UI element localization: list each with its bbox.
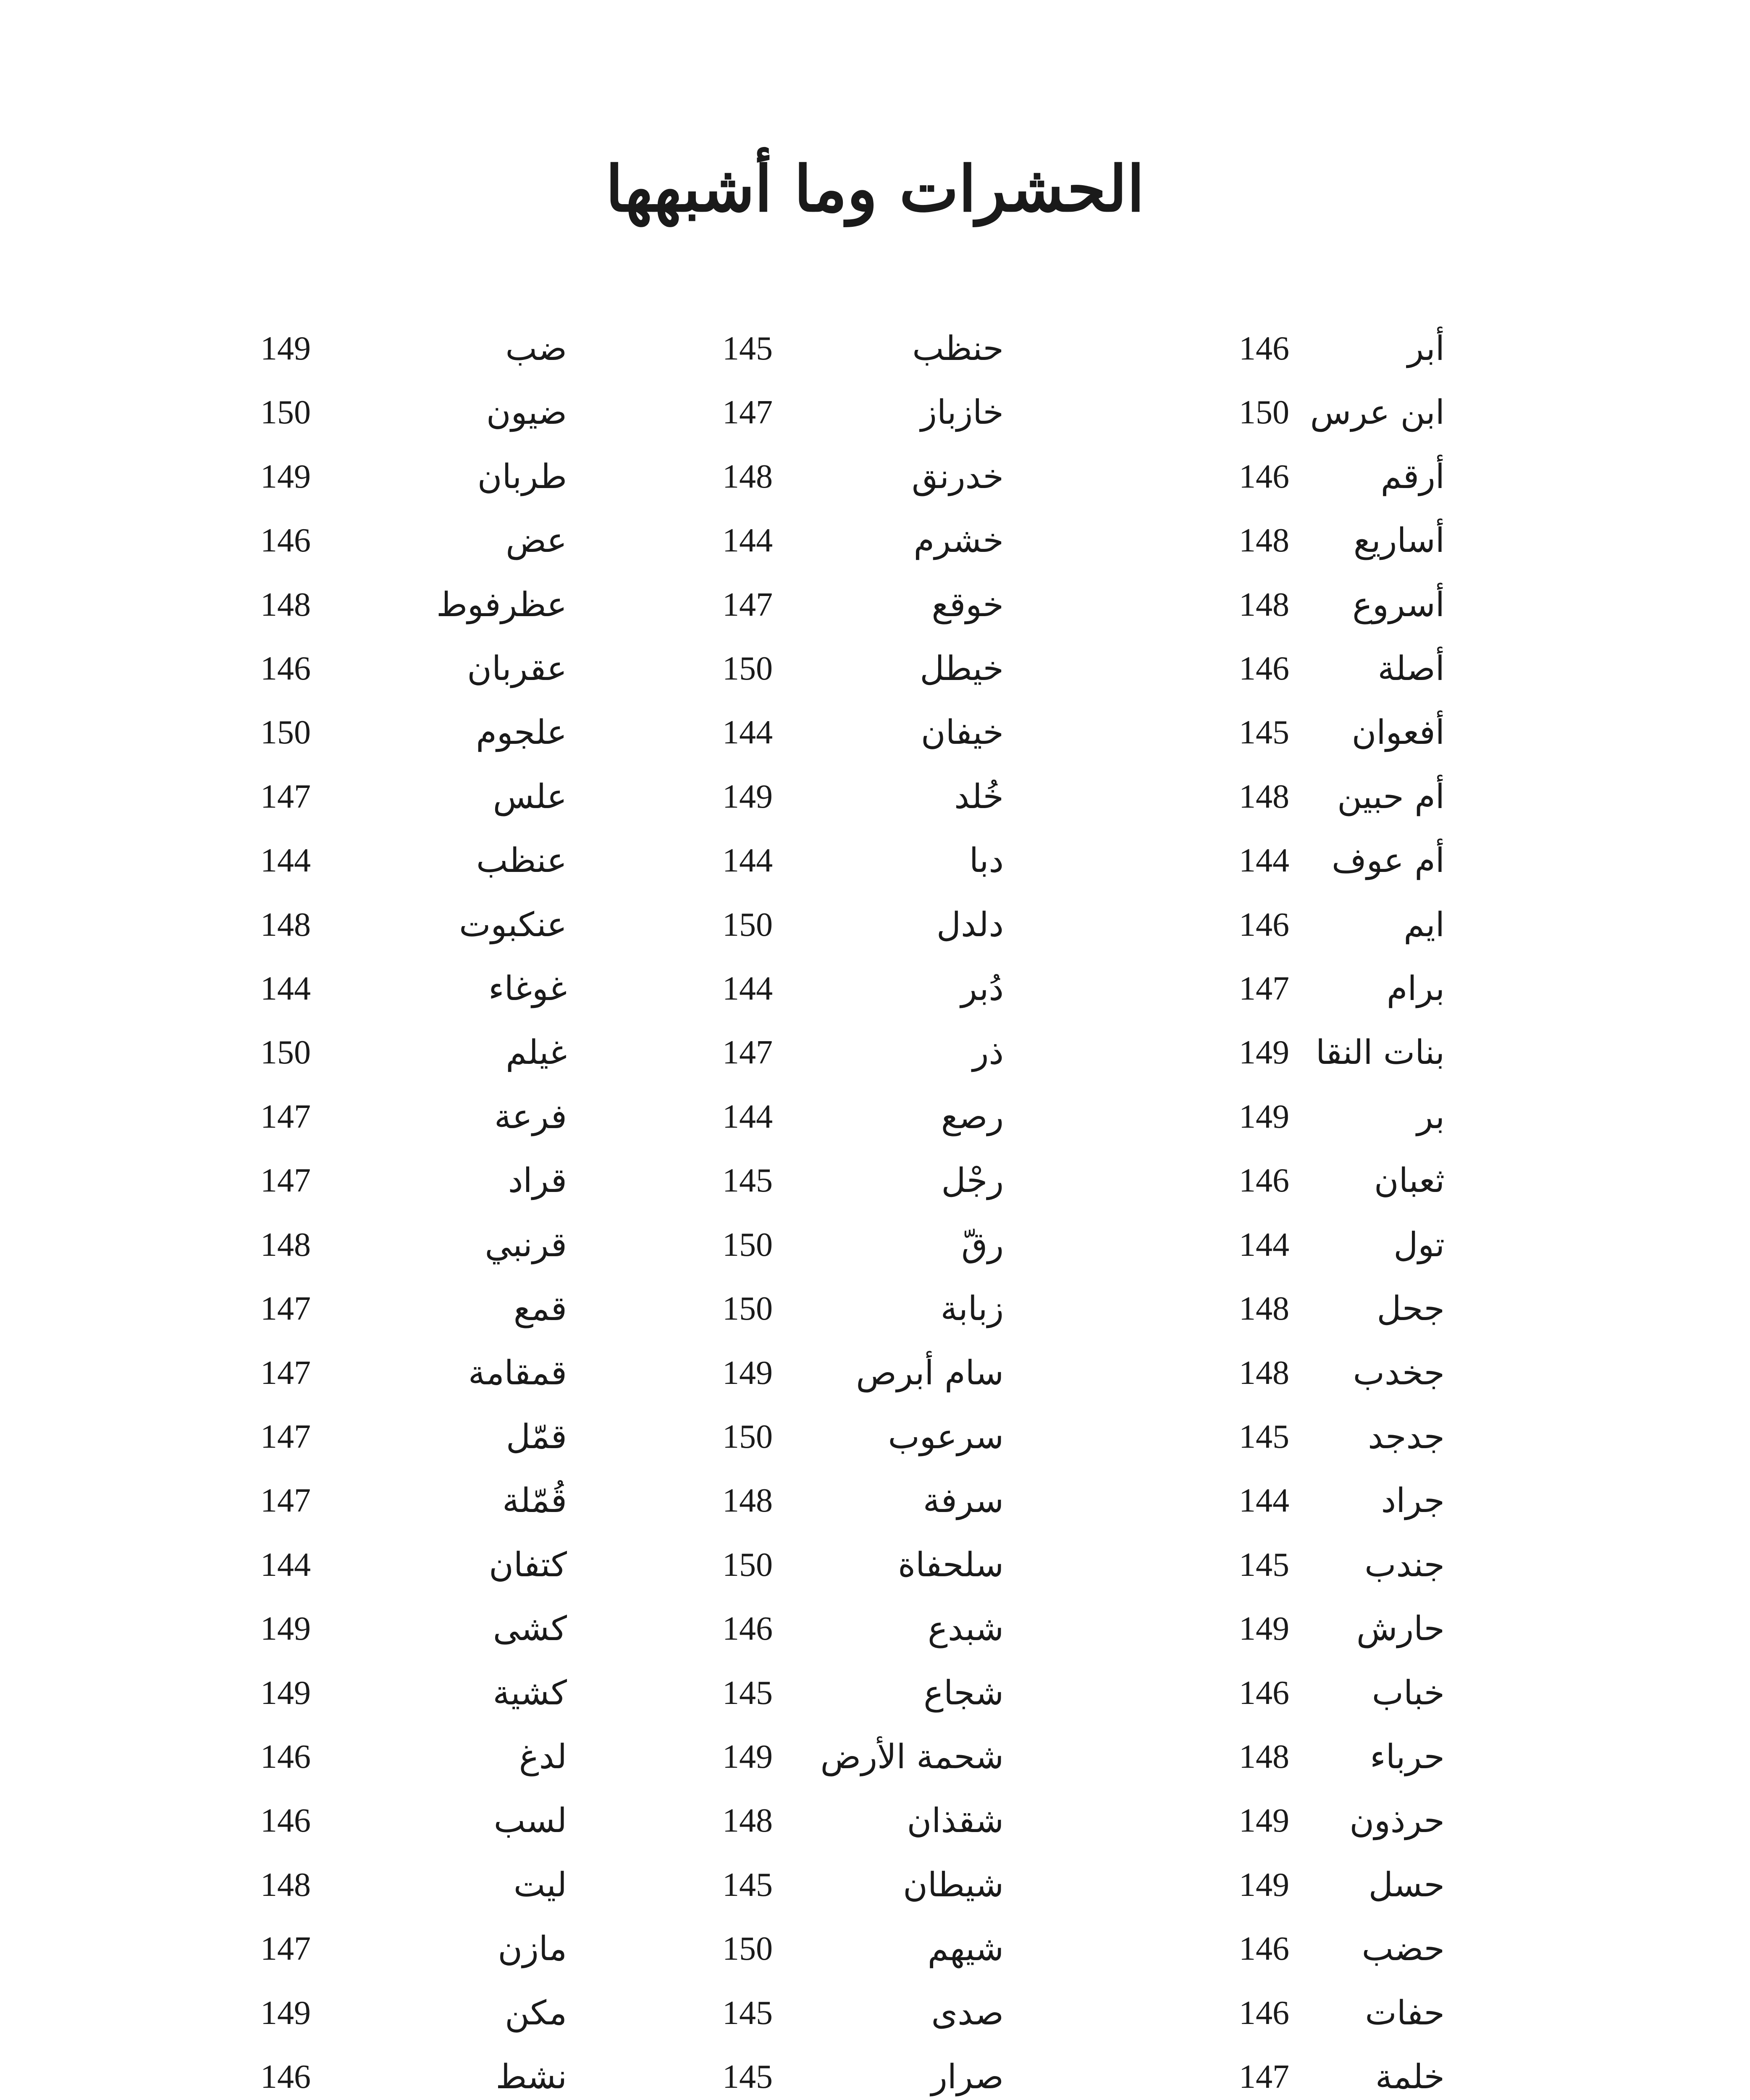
entry-page-reference: 144 [260,1546,311,1583]
index-entry [218,1734,638,1780]
entry-page-reference: 144 [722,522,773,559]
index-entry [1218,646,1638,692]
page-title: الحشرات وما أشبهها [605,152,1145,226]
entry-term: شيطان [903,1865,1004,1904]
entry-term: دبا [969,841,1004,880]
entry-term: ثعبان [1374,1161,1445,1200]
entry-term: شقذان [907,1801,1004,1840]
entry-page-reference: 146 [260,1802,311,1840]
entry-term: بنات النقا [1315,1033,1445,1072]
index-entry [722,902,1142,948]
index-entry [1218,1414,1638,1460]
entry-page-reference: 149 [722,1738,773,1775]
index-entry [1218,1606,1638,1652]
entry-page-reference: 146 [260,1738,311,1775]
entry-page-reference: 146 [1239,1674,1289,1712]
entry-page-reference: 150 [260,394,311,431]
entry-page-reference: 150 [722,1290,773,1328]
entry-term: أم عوف [1331,841,1445,880]
entry-page-reference: 148 [260,1866,311,1903]
entry-term: جندب [1364,1545,1445,1584]
entry-term: علس [493,777,567,816]
index-entry [1218,1029,1638,1076]
index-entry [722,774,1142,820]
entry-page-reference: 146 [1239,1162,1289,1200]
index-entry [218,1862,638,1908]
index-entry [218,1478,638,1524]
entry-term: خيطل [920,649,1004,688]
entry-page-reference: 144 [1239,1226,1289,1263]
entry-page-reference: 148 [260,1226,311,1263]
entry-page-reference: 144 [1239,842,1289,879]
entry-page-reference: 147 [260,778,311,815]
entry-page-reference: 144 [722,714,773,751]
entry-term: عنظب [476,841,567,880]
entry-term: خُلد [954,777,1004,816]
index-entry [218,1542,638,1588]
entry-term: عنكبوت [459,905,567,944]
index-entry [218,1926,638,1972]
entry-term: جراد [1381,1481,1445,1520]
entry-term: خشرم [913,521,1004,560]
entry-term: برام [1386,969,1445,1008]
entry-page-reference: 144 [260,842,311,879]
index-entry [218,582,638,628]
entry-page-reference: 150 [1239,394,1289,431]
entry-term: أرقم [1380,457,1445,496]
entry-page-reference: 145 [722,2058,773,2095]
index-entry [1218,1670,1638,1716]
index-entry [218,902,638,948]
index-entry [218,1094,638,1140]
entry-term: صدى [931,1993,1004,2032]
index-entry [218,1350,638,1396]
entry-page-reference: 149 [722,1354,773,1391]
index-entry [1218,1542,1638,1588]
index-entry [1218,1990,1638,2036]
entry-term: رجْل [941,1161,1004,1200]
entry-term: حنظب [912,329,1004,368]
entry-page-reference: 148 [1239,1290,1289,1328]
entry-page-reference: 149 [260,1674,311,1712]
index-entry [722,1350,1142,1396]
index-entry [722,1990,1142,2036]
entry-term: حفات [1365,1993,1445,2032]
entry-term: غيلم [506,1033,567,1072]
entry-page-reference: 149 [1239,1034,1289,1071]
index-entry [722,1478,1142,1524]
entry-term: سرفة [923,1481,1004,1520]
entry-page-reference: 148 [1239,1354,1289,1391]
index-entry [1218,1478,1638,1524]
entry-term: فرعة [494,1097,567,1136]
entry-term: خباب [1372,1673,1445,1712]
index-entry [1218,1222,1638,1268]
entry-term: قمع [513,1289,567,1328]
index-entry [1218,1862,1638,1908]
entry-term: خيفان [921,713,1004,752]
index-entry [1218,454,1638,500]
index-entry [1218,1286,1638,1332]
index-entry [722,1606,1142,1652]
index-entry [218,1158,638,1204]
index-entry [1218,902,1638,948]
index-entry [722,1798,1142,1844]
entry-term: أساريع [1353,521,1445,560]
index-entry [218,774,638,820]
entry-term: تول [1393,1225,1445,1264]
index-entry [1218,517,1638,564]
entry-term: رقّ [961,1225,1004,1264]
entry-page-reference: 149 [1239,1610,1289,1648]
entry-term: بر [1417,1097,1445,1136]
entry-page-reference: 146 [1239,1930,1289,1968]
entry-term: قمقامة [468,1353,567,1392]
entry-page-reference: 149 [1239,1098,1289,1135]
entry-term: أبر [1407,329,1445,368]
entry-page-reference: 144 [722,970,773,1008]
entry-page-reference: 150 [722,906,773,943]
index-entry [218,966,638,1012]
entry-term: ايم [1404,905,1445,944]
entry-term: أسروع [1352,585,1445,624]
index-entry [722,454,1142,500]
index-entry [218,1670,638,1716]
index-entry [1218,1926,1638,1972]
entry-term: قراد [508,1161,567,1200]
entry-term: عض [506,521,567,560]
index-entry [722,582,1142,628]
index-entry [218,454,638,500]
entry-page-reference: 150 [722,1226,773,1263]
entry-page-reference: 150 [722,1418,773,1455]
index-entry [722,1670,1142,1716]
index-entry [1218,1350,1638,1396]
entry-page-reference: 144 [722,842,773,879]
entry-term: طربان [477,457,567,496]
entry-page-reference: 146 [1239,650,1289,688]
entry-page-reference: 146 [260,650,311,688]
entry-page-reference: 144 [260,970,311,1008]
entry-page-reference: 146 [260,522,311,559]
index-entry [722,1926,1142,1972]
index-entry [218,326,638,372]
entry-term: علجوم [476,713,567,752]
entry-term: ابن عرس [1310,393,1445,432]
entry-term: خدرنق [911,457,1004,496]
entry-page-reference: 148 [722,1482,773,1520]
entry-term: قرنبي [485,1225,567,1264]
entry-term: دُبر [960,969,1004,1008]
entry-page-reference: 147 [722,1034,773,1071]
entry-term: خوقع [931,585,1004,624]
entry-term: شجاع [924,1673,1004,1712]
index-entry [218,1029,638,1076]
entry-term: لسب [493,1801,567,1840]
entry-page-reference: 146 [260,2058,311,2095]
entry-term: شبدع [928,1609,1004,1648]
entry-page-reference: 147 [1239,970,1289,1008]
entry-term: حرباء [1370,1737,1445,1776]
entry-term: جدجد [1368,1417,1445,1456]
entry-page-reference: 146 [1239,330,1289,367]
entry-term: مكن [505,1993,567,2032]
entry-term: قمّل [506,1417,567,1456]
index-entry [218,389,638,436]
index-entry [722,1029,1142,1076]
index-entry [218,709,638,756]
entry-term: كشى [493,1609,567,1648]
entry-page-reference: 145 [722,330,773,367]
entry-term: جحل [1377,1289,1445,1328]
index-entry [218,837,638,884]
entry-term: ضيون [486,393,567,432]
entry-page-reference: 148 [1239,586,1289,623]
index-entry [1218,1158,1638,1204]
entry-term: رصع [941,1097,1004,1136]
index-entry [218,2054,638,2100]
index-entry [218,1606,638,1652]
entry-page-reference: 149 [260,1610,311,1648]
entry-page-reference: 148 [1239,1738,1289,1775]
entry-page-reference: 145 [722,1994,773,2032]
entry-term: أفعوان [1351,713,1445,752]
entry-page-reference: 149 [722,778,773,815]
index-entry [722,1158,1142,1204]
entry-page-reference: 145 [1239,1418,1289,1455]
entry-page-reference: 147 [1239,2058,1289,2095]
entry-term: لدغ [519,1737,567,1776]
index-entry [722,389,1142,436]
index-entry [722,646,1142,692]
entry-page-reference: 150 [260,714,311,751]
entry-page-reference: 149 [1239,1802,1289,1840]
index-entry [722,1286,1142,1332]
index-entry [722,1414,1142,1460]
entry-term: عقربان [467,649,567,688]
entry-term: قُمّلة [502,1481,567,1520]
entry-page-reference: 149 [260,1994,311,2032]
entry-page-reference: 147 [260,1290,311,1328]
entry-term: حرذون [1349,1801,1445,1840]
index-entry [722,1542,1142,1588]
entry-page-reference: 149 [260,458,311,495]
entry-page-reference: 147 [260,1482,311,1520]
entry-term: جخدب [1353,1353,1445,1392]
index-entry [1218,774,1638,820]
index-entry [1218,1734,1638,1780]
entry-term: حسل [1368,1865,1445,1904]
index-entry [1218,1094,1638,1140]
index-entry [722,326,1142,372]
index-entry [722,517,1142,564]
entry-page-reference: 147 [260,1930,311,1968]
index-column-middle [722,326,1142,2100]
entry-term: حارش [1356,1609,1445,1648]
entry-term: حضب [1362,1929,1445,1969]
entry-term: كتفان [489,1545,567,1584]
entry-page-reference: 146 [1239,906,1289,943]
entry-page-reference: 148 [260,906,311,943]
index-entry [722,966,1142,1012]
index-entry [1218,326,1638,372]
entry-page-reference: 147 [260,1354,311,1391]
entry-term: زبابة [940,1289,1004,1328]
entry-page-reference: 149 [1239,1866,1289,1903]
entry-term: شيهم [927,1929,1004,1969]
entry-page-reference: 150 [722,1930,773,1968]
index-entry [722,837,1142,884]
entry-term: سرعوب [888,1417,1004,1456]
entry-page-reference: 148 [260,586,311,623]
entry-page-reference: 145 [1239,714,1289,751]
entry-page-reference: 150 [722,1546,773,1583]
entry-page-reference: 146 [722,1610,773,1648]
entry-page-reference: 149 [260,330,311,367]
entry-page-reference: 147 [260,1098,311,1135]
index-entry [1218,709,1638,756]
index-entry [218,646,638,692]
entry-term: سلحفاة [898,1545,1004,1584]
entry-term: صرار [931,2057,1004,2096]
entry-term: شحمة الأرض [820,1737,1004,1776]
index-entry [722,1862,1142,1908]
index-entry [722,1094,1142,1140]
entry-page-reference: 150 [260,1034,311,1071]
index-entry [722,709,1142,756]
index-entry [722,1222,1142,1268]
entry-page-reference: 147 [722,394,773,431]
index-entry [218,1414,638,1460]
index-entry [1218,389,1638,436]
entry-page-reference: 148 [722,1802,773,1840]
index-entry [218,517,638,564]
index-entry [1218,1798,1638,1844]
entry-page-reference: 147 [260,1162,311,1200]
index-entry [1218,582,1638,628]
index-entry [722,2054,1142,2100]
entry-term: مازن [498,1929,567,1969]
entry-term: ليت [513,1865,567,1904]
index-entry [218,1222,638,1268]
entry-term: خازباز [921,393,1004,432]
entry-term: ضب [505,329,567,368]
entry-page-reference: 146 [1239,1994,1289,2032]
entry-page-reference: 145 [722,1866,773,1903]
entry-term: عظرفوط [436,585,567,624]
entry-page-reference: 146 [1239,458,1289,495]
entry-term: سام أبرص [856,1353,1004,1392]
entry-page-reference: 147 [260,1418,311,1455]
entry-term: دلدل [936,905,1004,944]
entry-term: كشية [493,1673,567,1712]
entry-page-reference: 147 [722,586,773,623]
entry-page-reference: 145 [722,1674,773,1712]
index-column-left [218,326,638,2100]
entry-page-reference: 144 [1239,1482,1289,1520]
entry-term: خلمة [1375,2057,1445,2096]
entry-page-reference: 148 [1239,778,1289,815]
entry-page-reference: 145 [722,1162,773,1200]
index-entry [722,1734,1142,1780]
entry-term: غوغاء [488,969,567,1008]
index-entry [1218,2054,1638,2100]
index-entry [218,1286,638,1332]
index-entry [1218,966,1638,1012]
index-entry [1218,837,1638,884]
index-entry [218,1990,638,2036]
entry-page-reference: 150 [722,650,773,688]
entry-page-reference: 144 [722,1098,773,1135]
entry-term: نشط [496,2057,567,2096]
entry-term: أم حبين [1337,777,1445,816]
index-entry [218,1798,638,1844]
entry-page-reference: 148 [722,458,773,495]
entry-term: ذر [972,1033,1004,1072]
entry-page-reference: 148 [1239,522,1289,559]
index-column-right [1218,326,1638,2100]
entry-page-reference: 145 [1239,1546,1289,1583]
entry-term: أصلة [1377,649,1445,688]
